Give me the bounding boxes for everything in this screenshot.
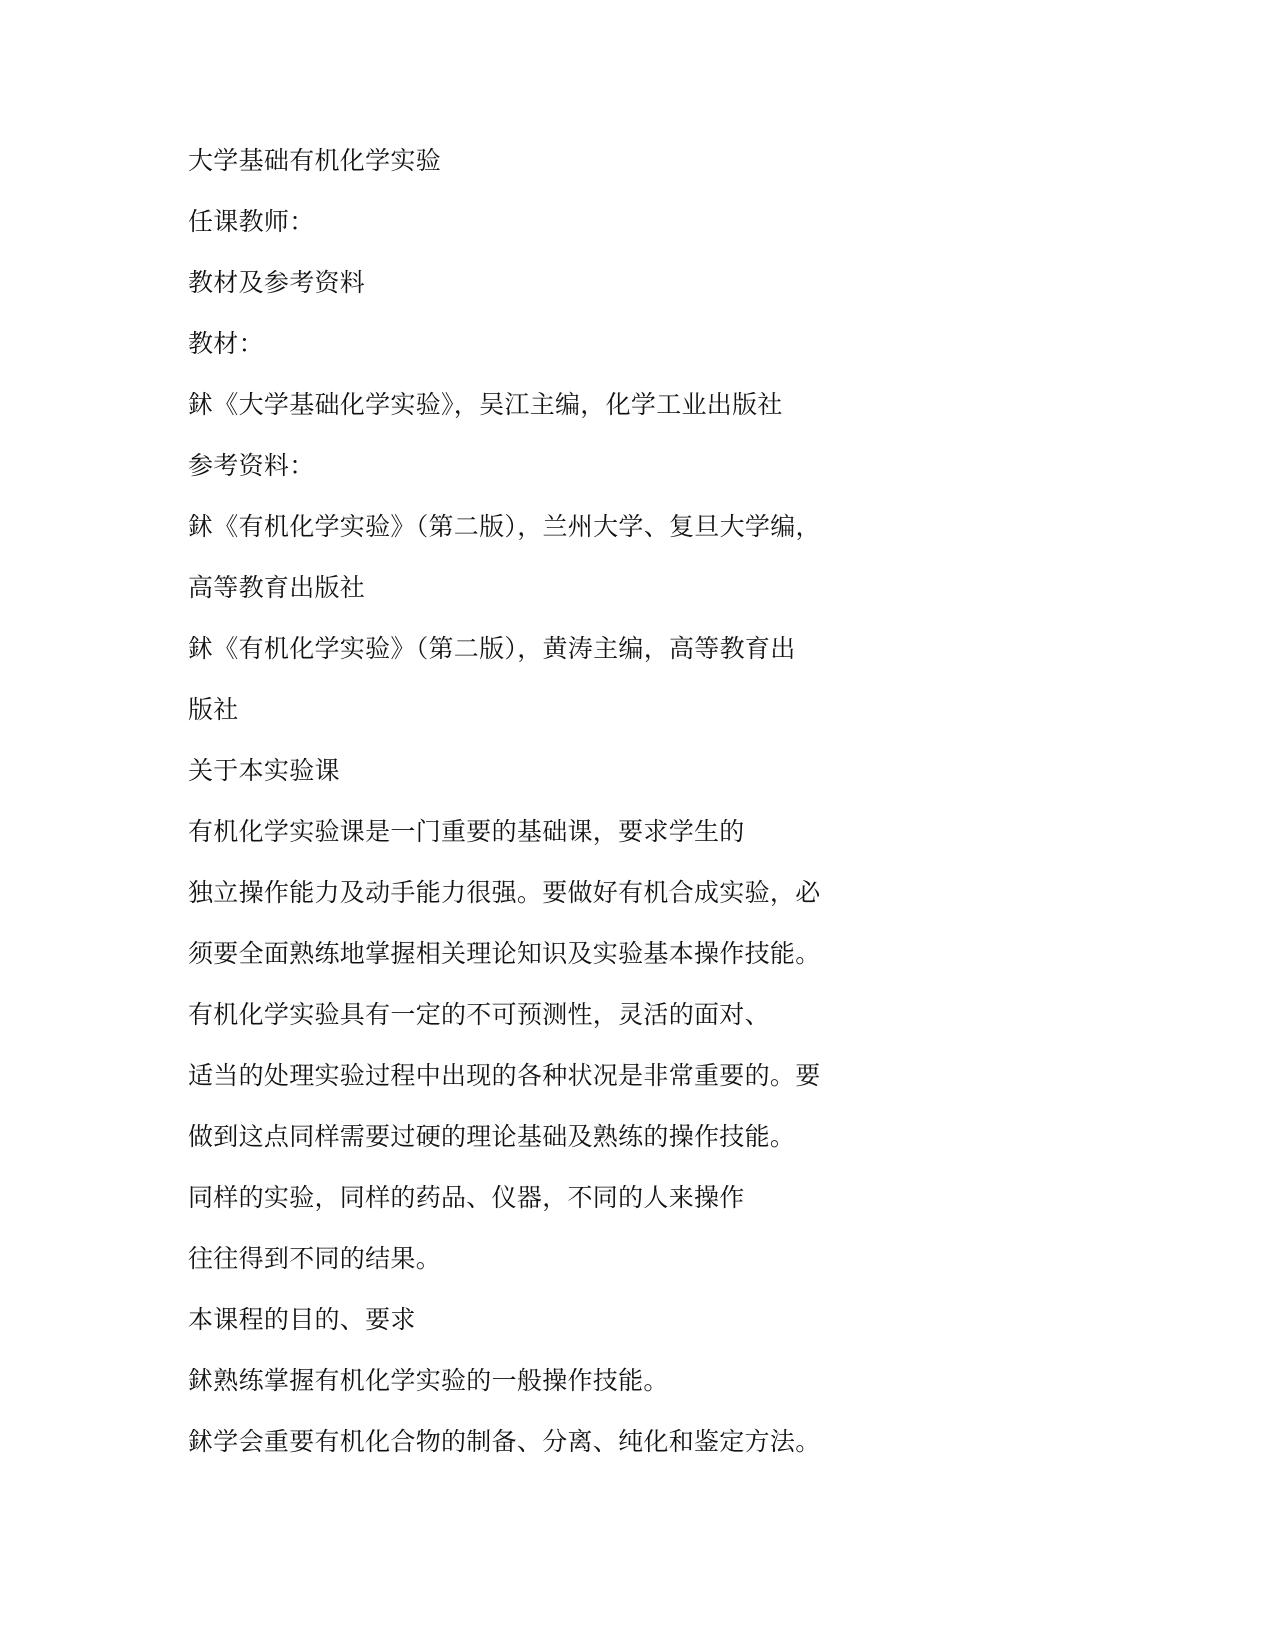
goal-item: 鉥熟练掌握有机化学实验的一般操作技能。: [188, 1366, 669, 1395]
section-heading-goals: 本课程的目的、要求: [188, 1305, 416, 1334]
textbook-label: 教材：: [188, 329, 264, 358]
paragraph-line: 适当的处理实验过程中出现的各种状况是非常重要的。要: [188, 1061, 821, 1090]
textbook-item: 鉥《大学基础化学实验》，吴江主编，化学工业出版社: [188, 390, 783, 419]
paragraph-line: 须要全面熟练地掌握相关理论知识及实验基本操作技能。: [188, 939, 821, 968]
paragraph-line: 独立操作能力及动手能力很强。要做好有机合成实验，必: [188, 878, 821, 907]
document-body: [188, 146, 1088, 1488]
instructor-label: 任课教师：: [188, 207, 315, 236]
reference-item-1-line-2: 高等教育出版社: [188, 573, 366, 602]
paragraph-line: 同样的实验，同样的药品、仪器，不同的人来操作: [188, 1183, 745, 1212]
reference-item-2-line-1: 鉥《有机化学实验》（第二版），黄涛主编，高等教育出: [188, 634, 796, 663]
section-heading-materials: 教材及参考资料: [188, 268, 366, 297]
paragraph-line: 做到这点同样需要过硬的理论基础及熟练的操作技能。: [188, 1122, 796, 1151]
paragraph-line: 往往得到不同的结果。: [188, 1244, 442, 1273]
reference-item-1-line-1: 鉥《有机化学实验》（第二版），兰州大学、复旦大学编，: [188, 512, 821, 541]
paragraph-line: 有机化学实验具有一定的不可预测性，灵活的面对、: [188, 1000, 770, 1029]
document-title: 大学基础有机化学实验: [188, 146, 442, 175]
reference-item-2-line-2: 版社: [188, 695, 239, 724]
goal-item: 鉥学会重要有机化合物的制备、分离、纯化和鉴定方法。: [188, 1427, 821, 1456]
paragraph-line: 有机化学实验课是一门重要的基础课，要求学生的: [188, 817, 745, 846]
section-heading-about: 关于本实验课: [188, 756, 340, 785]
reference-label: 参考资料：: [188, 451, 315, 480]
